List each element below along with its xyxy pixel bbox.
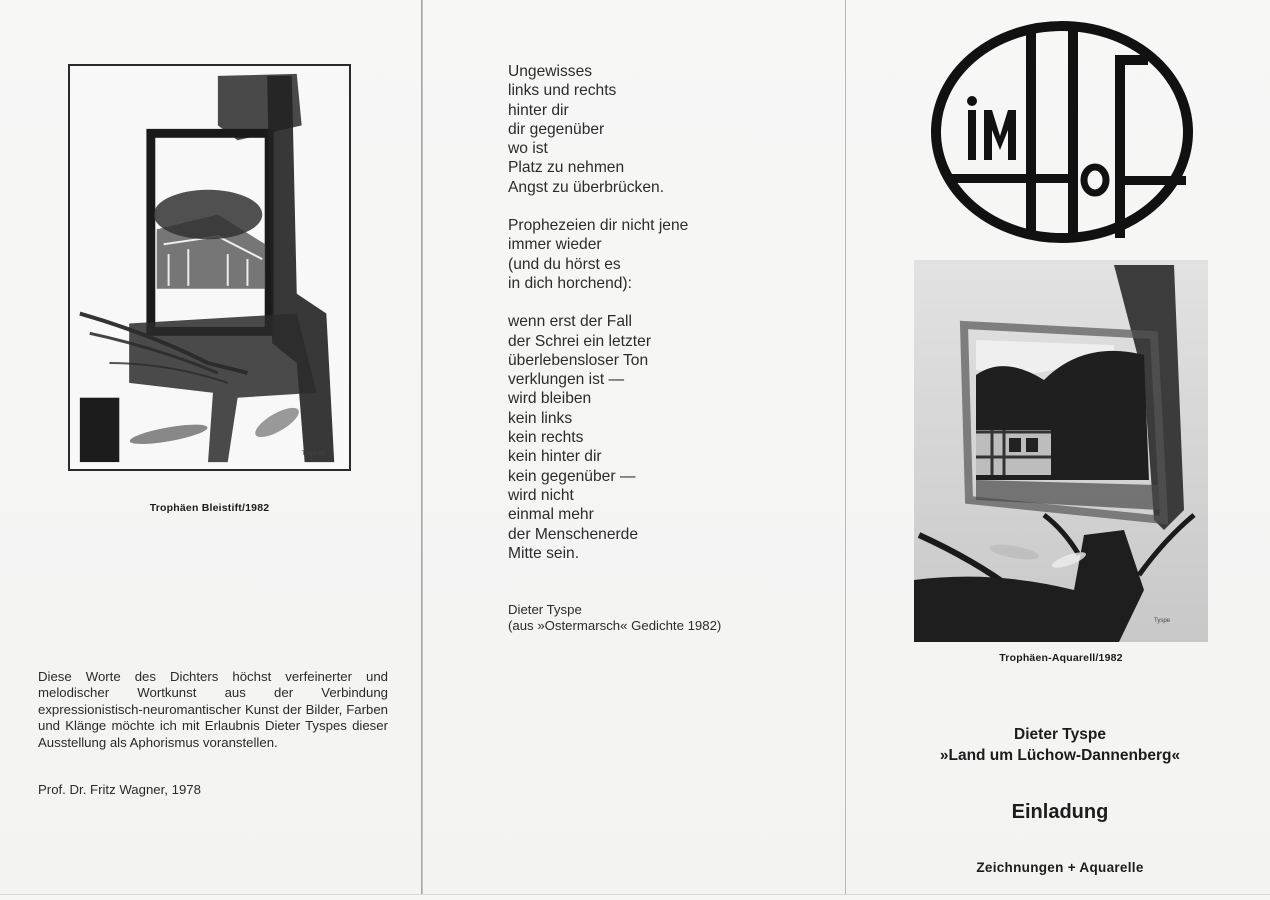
poem-line: der Menschenerde — [508, 525, 639, 543]
poem-line: überlebensloser Ton — [508, 351, 649, 369]
poem-line: wo ist — [508, 140, 548, 158]
invitation-heading: Einladung — [1011, 801, 1109, 823]
poem — [508, 62, 688, 582]
watercolour-painting-icon — [914, 260, 1208, 642]
svg-text:Tyspe: Tyspe — [1154, 618, 1171, 624]
quote-text: Diese Worte des Dichters höchst verfeinerter und melodischer Wortkunst aus der Verbindung expressionistisch-neuromantischer Kunst der Bilder, Farben und Klänge möchte ich mit Erlaubnis Dieter Tyspes dieser Ausstellung als Aphorismus voranstellen. — [38, 669, 388, 750]
poem-stanza-2 — [508, 216, 688, 293]
poem-stanza-1 — [508, 62, 688, 197]
artwork-caption: Trophäen-Aquarell/1982 — [999, 652, 1123, 664]
poem-line: dir gegenüber — [508, 120, 605, 138]
poem-line: Ungewisses — [508, 63, 593, 80]
im-hof-logo-icon — [930, 18, 1195, 246]
left-panel — [0, 0, 421, 894]
poem-line: verklungen ist — — [508, 371, 625, 389]
watercolour-painting-image — [914, 260, 1208, 642]
poem-line: Mitte sein. — [508, 544, 580, 562]
poem-author: Dieter Tyspe — [508, 602, 582, 617]
poem-line: Angst zu überbrücken. — [508, 178, 665, 196]
artist-name: Dieter Tyspe — [1014, 726, 1106, 743]
poem-line: kein hinter dir — [508, 448, 602, 466]
poem-line: kein gegenüber — — [508, 467, 636, 485]
poem-line: in dich horchend): — [508, 274, 632, 292]
quote-author: Prof. Dr. Fritz Wagner, 1978 — [38, 782, 201, 797]
poem-stanza-3 — [508, 312, 688, 563]
poem-line: wird nicht — [508, 486, 574, 504]
artwork-caption: Trophäen Bleistift/1982 — [149, 502, 270, 514]
poem-line: der Schrei ein letzter — [508, 332, 652, 350]
im-hof-logo — [930, 18, 1195, 246]
poem-line: einmal mehr — [508, 506, 594, 524]
poem-line: wenn erst der Fall — [508, 313, 632, 331]
poem-line: immer wieder — [508, 236, 602, 254]
poem-line: hinter dir — [508, 101, 569, 119]
svg-text:Tyspe 82: Tyspe 82 — [301, 451, 326, 458]
pencil-drawing-icon — [70, 66, 349, 469]
poem-signature — [508, 602, 721, 634]
poem-line: kein rechts — [508, 429, 584, 447]
poem-line: Platz zu nehmen — [508, 159, 625, 177]
poem-line: kein links — [508, 409, 573, 427]
poem-source: (aus »Ostermarsch« Gedichte 1982) — [508, 618, 722, 633]
poem-line: (und du hörst es — [508, 255, 621, 273]
exhibition-title: »Land um Lüchow-Dannenberg« — [939, 747, 1181, 764]
exhibition-genre: Zeichnungen + Aquarelle — [976, 860, 1144, 875]
pencil-drawing-image — [68, 64, 351, 471]
poem-line: links und rechts — [508, 82, 617, 100]
poem-line: wird bleiben — [508, 390, 592, 408]
poem-line: Prophezeien dir nicht jene — [508, 217, 689, 235]
